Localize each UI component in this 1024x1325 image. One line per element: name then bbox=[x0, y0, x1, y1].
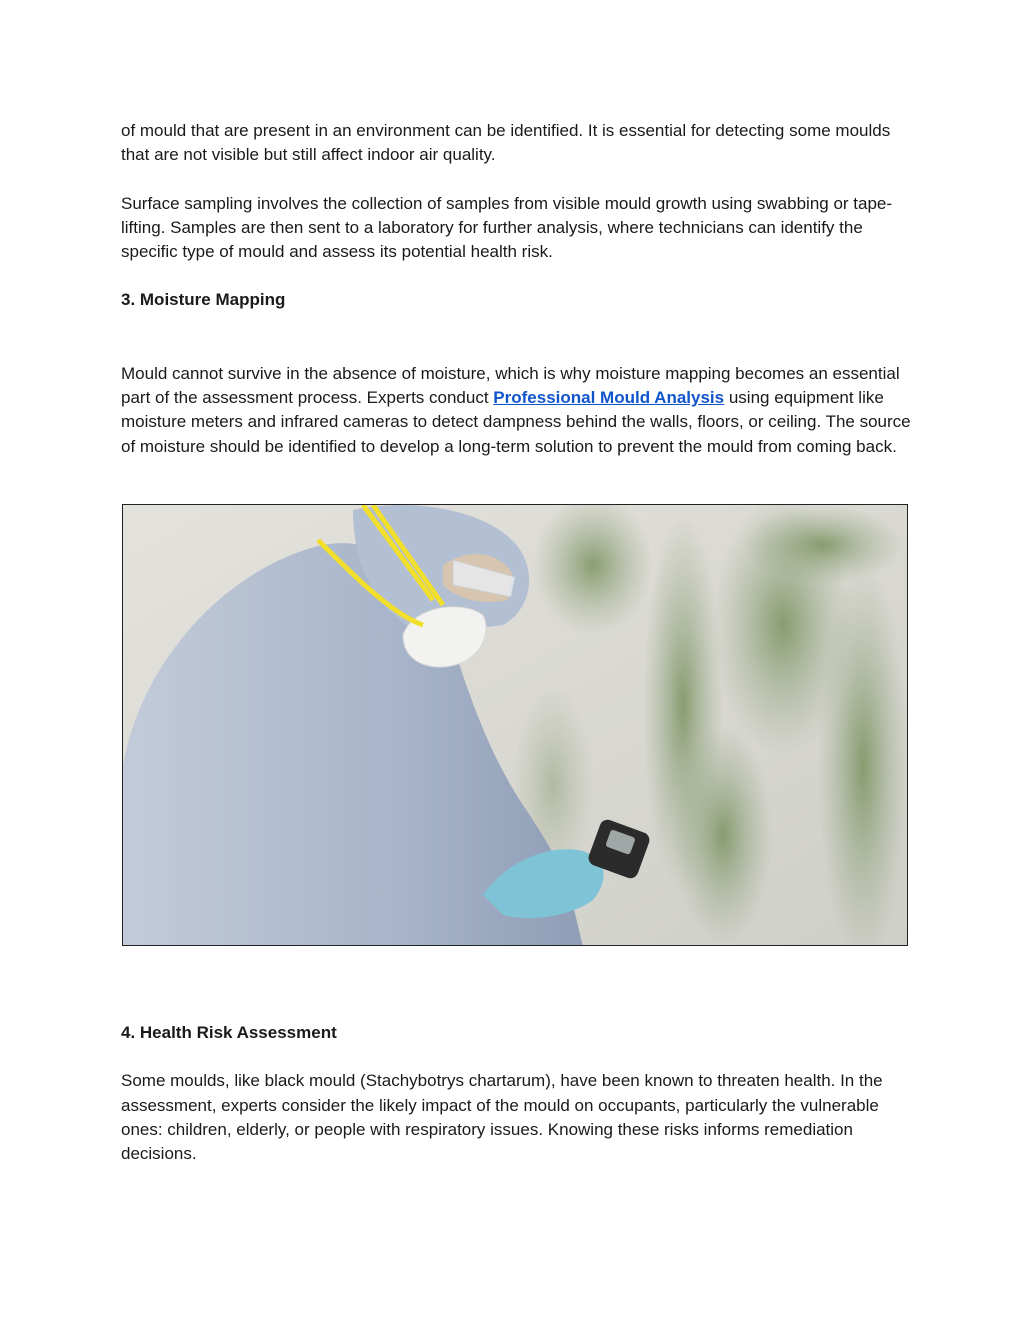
professional-mould-analysis-link[interactable]: Professional Mould Analysis bbox=[493, 388, 725, 408]
moisture-text-before: Mould cannot survive in the absence of moisture, which is why moisture mapping becomes an essential part of the assessment process. Experts conduct bbox=[121, 363, 900, 408]
paragraph-moisture-mapping bbox=[121, 362, 911, 459]
photo-illustration bbox=[123, 505, 908, 946]
paragraph-health-risk: Some moulds, like black mould (Stachybotrys chartarum), have been known to threaten health. In the assessment, experts consider the likely impact of the mould on occupants, particularly the vulnerable ones: children, elderly, or people with respiratory issues. Knowing these risks informs remediation decisions. bbox=[121, 1071, 883, 1164]
document-lower bbox=[121, 1021, 911, 1166]
paragraph-mould-detection: of mould that are present in an environment can be identified. It is essential for detecting some moulds that are not visible but still affect indoor air quality. bbox=[121, 121, 891, 165]
mould-inspection-photo bbox=[122, 504, 908, 946]
document-body bbox=[121, 119, 911, 459]
paragraph-surface-sampling: Surface sampling involves the collection of samples from visible mould growth using swabbing or tape-lifting. Samples are then sent to a laboratory for further analysis, where technicians can identify the specific type of mould and assess its potential health risk. bbox=[121, 193, 893, 262]
moisture-text-after: using equipment like moisture meters and infrared cameras to detect dampness behind the walls, floors, or ceiling. The source of moisture should be identified to develop a long-term solution to prevent the mould from coming back. bbox=[121, 388, 911, 456]
heading-moisture-mapping: 3. Moisture Mapping bbox=[121, 290, 286, 310]
heading-health-risk: 4. Health Risk Assessment bbox=[121, 1023, 337, 1042]
